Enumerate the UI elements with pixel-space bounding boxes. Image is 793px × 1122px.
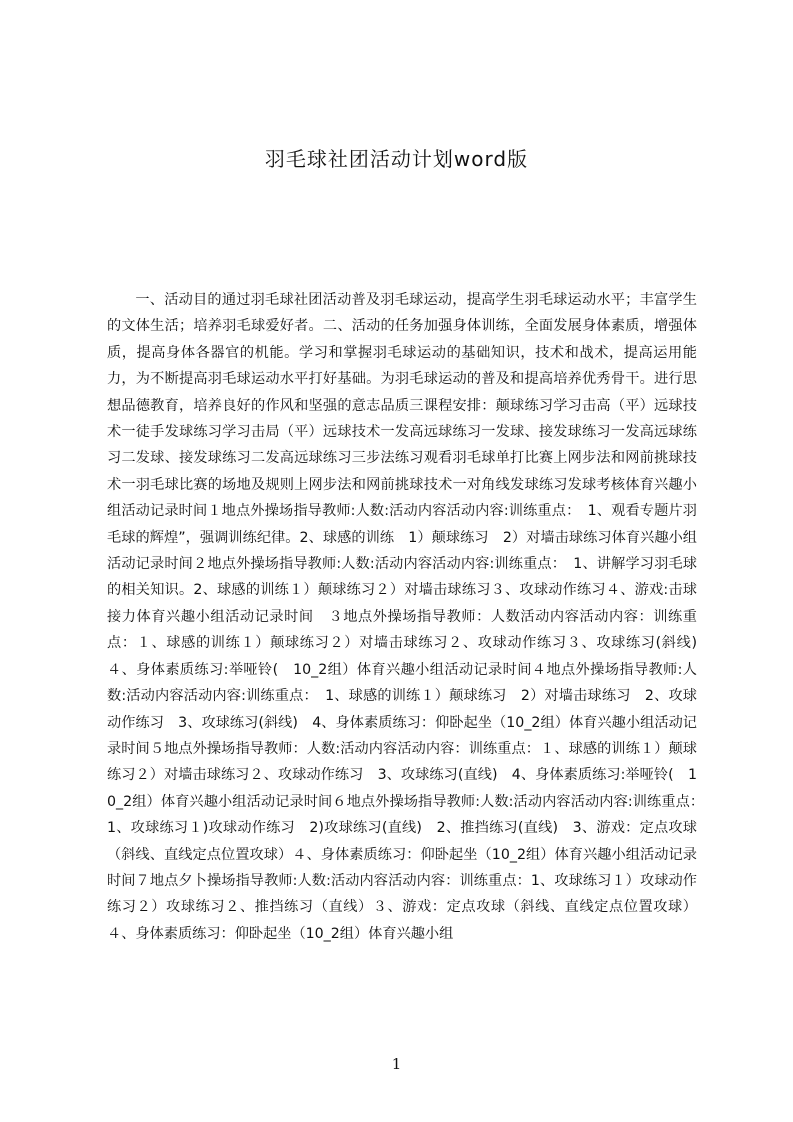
page-number: 1: [391, 1055, 402, 1073]
document-title: 羽毛球社团活动计划word版: [264, 147, 529, 171]
document-body-paragraph: 一、活动目的通过羽毛球社团活动普及羽毛球运动，提高学生羽毛球运动水平；丰富学生的文体生活；培养羽毛球爱好者。二、活动的任务加强身体训练，全面发展身体素质，增强体质，提高身体各器官的机能。学习和掌握羽毛球运动的基础知识，技术和战术，提高运用能力，为不断提高羽毛球运动水平打好基础。为羽毛球运动的普及和提高培养优秀骨干。进行思想品德教育，培养良好的作风和坚强的意志品质三课程安排：颠球练习学习击高（平）远球技术一徒手发球练习学习击局（平）远球技术一发高远球练习一发球、接发球练习一发高远球练习二发球、接发球练习二发高远球练习三步法练习观看羽毛球单打比赛上网步法和网前挑球技术一羽毛球比赛的场地及规则上网步法和网前挑球技术一对角线发球练习发球考核体育兴趣小组活动记录时间１地点外操场指导教师:人数:活动内容活动内容:训练重点： 1、观看专题片羽毛球的辉煌”，强调训练纪律。2、球感的训练 1）颠球练习 2）对墙击球练习体育兴趣小组活动记录时间２地点外操场指导教师:人数:活动内容活动内容:训练重点： 1、讲解学习羽毛球的相关知识。2、球感的训练１）颠球练习２）对墙击球练习３、攻球动作练习４、游戏:击球接力体育兴趣小组活动记录时间 ３地点外操场指导教师：人数活动内容活动内容：训练重点：１、球感的训练１）颠球练习２）对墙击球练习２、攻球动作练习３、攻球练习(斜线) ４、身体素质练习:举哑铃( 10_2组）体育兴趣小组活动记录时间４地点外操场指导教师:人数:活动内容活动内容:训练重点： 1、球感的训练１）颠球练习 2）对墙击球练习 2、攻球动作练习 3、攻球练习(斜线) 4、身体素质练习：仰卧起坐（10_2组）体育兴趣小组活动记录时间５地点外操场指导教师：人数:活动内容活动内容：训练重点：１、球感的训练１）颠球练习２）对墙击球练习２、攻球动作练习 3、攻球练习(直线) 4、身体素质练习:举哑铃( 10_2组）体育兴趣小组活动记录时间６地点外操场指导教师:人数:活动内容活动内容:训练重点： 1、攻球练习１)攻球动作练习 2)攻球练习(直线) 2、推挡练习(直线) 3、游戏：定点攻球（斜线、直线定点位置攻球）４、身体素质练习：仰卧起坐（10_2组）体育兴趣小组活动记录时间７地点夕卜操场指导教师:人数:活动内容活动内容：训练重点：1、攻球练习１）攻球动作练习２）攻球练习２、推挡练习（直线）３、游戏：定点攻球（斜线、直线定点位置攻球）４、身体素质练习：仰卧起坐（10_2组）体育兴趣小组: [107, 292, 712, 942]
